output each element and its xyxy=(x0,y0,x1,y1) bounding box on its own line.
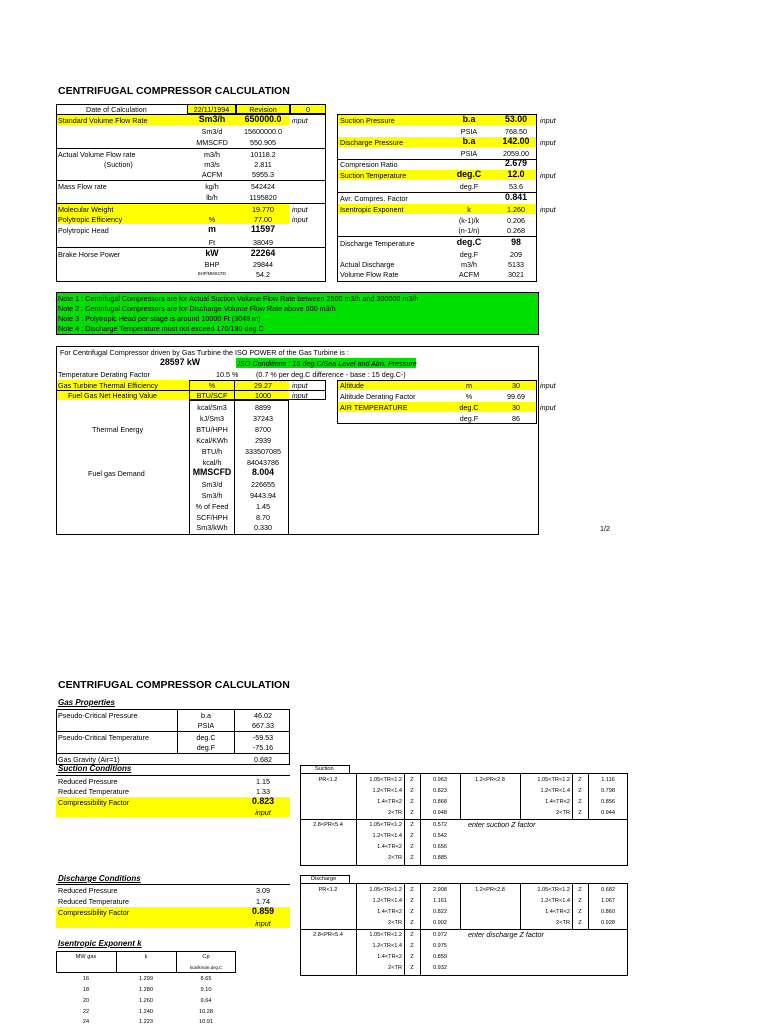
isentropic-exponent-heading: Isentropic Exponent k xyxy=(58,939,142,948)
s-rt-label: Reduced Temperature xyxy=(58,787,129,796)
d-tr-a1: 1.05<TR<1.2 xyxy=(369,887,402,893)
d-b-3: 0.860 xyxy=(601,909,615,915)
mfr-label: Mass Flow rate xyxy=(58,182,107,191)
input-tag: input xyxy=(540,403,556,412)
divider xyxy=(356,883,357,976)
mmscfd-value: 550.905 xyxy=(250,138,276,147)
te-label: Thermal Energy xyxy=(92,425,144,434)
scfhph-unit: SCF/HPH xyxy=(196,513,228,522)
gg-value: 0.682 xyxy=(254,755,272,764)
gte-label: Gas Turbine Thermal Efficiency xyxy=(58,381,159,390)
ft-unit: Ft xyxy=(208,238,216,247)
divider xyxy=(337,236,537,237)
input-tag: input xyxy=(540,138,556,147)
tdf-value: 10.5 % xyxy=(216,370,239,379)
sp-value[interactable]: 53.00 xyxy=(504,114,527,124)
ie-label: Isentropic Exponent xyxy=(340,205,404,214)
s-tr-c2: 1.2<TR<1.4 xyxy=(372,833,402,839)
k-row-k: 1.240 xyxy=(139,1009,153,1015)
discharge-z-header: Discharge xyxy=(300,875,350,884)
tdf-note: (0.7 % per deg.C difference - base : 15 deg.C-) xyxy=(256,370,406,379)
btuh-unit: BTU/h xyxy=(201,447,223,456)
kj-sm3-unit: kJ/Sm3 xyxy=(200,414,224,423)
d-z-b2: Z xyxy=(578,898,582,904)
divider xyxy=(56,148,326,149)
sp-label: Suction Pressure xyxy=(340,116,395,125)
s-b-4: 0.944 xyxy=(601,810,615,816)
kgh-unit: kg/h xyxy=(205,182,219,191)
d-cf-value[interactable]: 0.859 xyxy=(251,906,274,916)
kcalh-unit: kcal/h xyxy=(202,458,222,467)
s-z-c4: Z xyxy=(410,855,414,861)
bhp-label: Brake Horse Power xyxy=(58,250,121,259)
acf-value: 0.841 xyxy=(504,192,527,202)
ph-unit: m xyxy=(208,224,216,234)
feed-value: 1.45 xyxy=(256,502,270,511)
st-unit: deg.C xyxy=(456,169,482,179)
d-z-a2: Z xyxy=(410,898,414,904)
vfr-value: 3021 xyxy=(508,270,524,279)
acf-label: Avr. Compres. Factor xyxy=(340,194,408,203)
d-tr-b4: 2<TR xyxy=(556,920,570,926)
divider xyxy=(56,775,290,776)
pct-unit-f: deg.F xyxy=(196,743,216,752)
s-b-1: 1.116 xyxy=(601,777,615,783)
cr-label: Compresion Ratio xyxy=(340,160,398,169)
s-tr-a4: 2<TR xyxy=(388,810,402,816)
vfr-unit: ACFM xyxy=(458,270,480,279)
lbh-value: 1195820 xyxy=(249,193,277,202)
m3s-unit: m3/s xyxy=(204,160,220,169)
d-rp-label: Reduced Pressure xyxy=(58,886,118,895)
st-label: Suction Temperature xyxy=(340,171,407,180)
s-z-b2: Z xyxy=(578,788,582,794)
d-c-4: 0.932 xyxy=(433,965,447,971)
d-pr-label-1: PR<1.2 xyxy=(318,887,338,893)
fg-label: Fuel Gas Net Heating Value xyxy=(68,391,157,400)
input-tag: input xyxy=(292,215,308,224)
at-unit: deg.C xyxy=(459,403,479,412)
divider xyxy=(300,929,460,930)
s-tr-c3: 1.4<TR<2 xyxy=(377,844,402,850)
d-a-3: 0.822 xyxy=(433,909,447,915)
note-3: Note 3 : Polytropic Head per stage is around 10000 Ft (3048 m) xyxy=(58,314,261,323)
sm3kwh-unit: Sm3/kWh xyxy=(196,523,228,532)
d-c-3: 0.859 xyxy=(433,954,447,960)
gt-iso-power: 28597 kW xyxy=(160,357,201,367)
divider xyxy=(300,819,460,820)
d-z-c3: Z xyxy=(410,954,414,960)
k-row-mw: 24 xyxy=(82,1019,90,1025)
note-1: Note 1 : Centrifugal Compressors are for Actual Suction Volume Flow Rate between 2500 m3/h and 300000 m3/h xyxy=(58,294,419,303)
d-rt-value: 1.74 xyxy=(256,897,270,906)
divider xyxy=(234,380,235,535)
btuhph-value: 8700 xyxy=(255,425,271,434)
pcp-unit-ba: b.a xyxy=(201,711,211,720)
mw-label: Molecular Weight xyxy=(58,205,114,214)
d-z-a4: Z xyxy=(410,920,414,926)
kcalkwh-value: 2939 xyxy=(255,436,271,445)
s-z-a1: Z xyxy=(410,777,414,783)
adf-unit: % xyxy=(465,392,473,401)
d-a-4: 0.902 xyxy=(433,920,447,926)
fgd-label: Fuel gas Demand xyxy=(88,469,145,478)
discharge-conditions-heading: Discharge Conditions xyxy=(58,874,141,883)
sp-psia-value: 768.50 xyxy=(505,127,527,136)
st-value[interactable]: 12.0 xyxy=(507,169,525,179)
input-tag: input xyxy=(292,116,308,125)
s-z-b4: Z xyxy=(578,810,582,816)
m3s-value: 2.811 xyxy=(254,160,272,169)
input-tag: input xyxy=(292,205,308,214)
fsm3h-value: 9443.94 xyxy=(250,491,276,500)
s-z-a3: Z xyxy=(410,799,414,805)
divider xyxy=(420,773,421,866)
mmscfd-unit: MMSCFD xyxy=(196,138,228,147)
d-tr-c4: 2<TR xyxy=(388,965,402,971)
revision-value: 0 xyxy=(290,104,326,114)
sm3kwh-value: 0.330 xyxy=(254,523,272,532)
d-tr-b2: 1.2<TR<1.4 xyxy=(540,898,570,904)
d-z-c4: Z xyxy=(410,965,414,971)
gg-label: Gas Gravity (Air=1) xyxy=(58,755,120,764)
fg-value[interactable]: 1000 xyxy=(255,391,271,400)
psia-unit: PSIA xyxy=(460,127,478,136)
d-rp-value: 3.09 xyxy=(256,886,270,895)
d-tr-a2: 1.2<TR<1.4 xyxy=(372,898,402,904)
n1n-label: (n-1/n) xyxy=(458,226,480,235)
s-tr-b2: 1.2<TR<1.4 xyxy=(540,788,570,794)
lbh-unit: lb/h xyxy=(206,193,218,202)
d-b-4: 0.928 xyxy=(601,920,615,926)
ie-value[interactable]: 1.260 xyxy=(507,205,525,214)
divider xyxy=(356,773,357,866)
k-row-mw: 16 xyxy=(82,976,90,982)
pct-c-value: -59.53 xyxy=(252,733,274,742)
d-cf-input-tag: input xyxy=(255,919,271,928)
sm3d-unit: Sm3/d xyxy=(201,127,223,136)
d-z-b3: Z xyxy=(578,909,582,915)
d-b-1: 0.682 xyxy=(601,887,615,893)
s-tr-a3: 1.4<TR<2 xyxy=(377,799,402,805)
dt-label: Discharge Temperature xyxy=(340,239,415,248)
d-a-2: 1.161 xyxy=(433,898,447,904)
scfhph-value: 8.70 xyxy=(256,513,270,522)
date-label: Date of Calculation xyxy=(86,105,147,114)
k-row-k: 1.299 xyxy=(139,976,153,982)
k-head-mw: MW gas xyxy=(75,954,97,960)
s-z-b3: Z xyxy=(578,799,582,805)
s-rp-label: Reduced Pressure xyxy=(58,777,118,786)
divider xyxy=(56,731,290,732)
m3h-value: 10118.2 xyxy=(250,150,276,159)
fsm3d-value: 226655 xyxy=(251,480,275,489)
pcp-ba-value: 46.02 xyxy=(254,711,272,720)
st-f-value: 53.6 xyxy=(509,182,523,191)
pct-label: Pseudo-Critical Temperature xyxy=(58,733,149,742)
s-rp-value: 1.15 xyxy=(256,777,270,786)
k-row-k: 1.280 xyxy=(139,987,153,993)
avfr-label-suction: (Suction) xyxy=(104,160,133,169)
divider xyxy=(420,883,421,976)
input-tag: input xyxy=(540,116,556,125)
avfr-label: Actual Volume Flow rate xyxy=(58,150,136,159)
vfr-label: Volume Flow Rate xyxy=(340,270,399,279)
dt-value: 98 xyxy=(511,237,521,247)
ph-label: Polytropic Head xyxy=(58,226,109,235)
k-row-k: 1.260 xyxy=(139,998,153,1004)
k-head-cp: Cp xyxy=(202,954,210,960)
s-pr-label-2: 1.2<PR<2.8 xyxy=(475,777,505,783)
d-tr-a4: 2<TR xyxy=(388,920,402,926)
d-a-1: 2.908 xyxy=(433,887,447,893)
gt-intro: For Centrifugal Compressor driven by Gas Turbine the ISO POWER of the Gas Turbine is : xyxy=(60,348,349,357)
ad-value: 5133 xyxy=(508,260,524,269)
svfr-label: Standard Volume Flow Rate xyxy=(58,116,148,125)
s-pr-label-1: PR<1.2 xyxy=(318,777,338,783)
ft-value: 38049 xyxy=(253,238,273,247)
at-label: AIR TEMPERATURE xyxy=(340,403,408,412)
gas-properties-heading: Gas Properties xyxy=(58,698,115,707)
enter-discharge-z: enter discharge Z factor xyxy=(468,930,544,939)
divider xyxy=(56,180,326,181)
d-tr-c1: 1.05<TR<1.2 xyxy=(369,932,402,938)
s-z-a4: Z xyxy=(410,810,414,816)
kcal-sm3-value: 8899 xyxy=(255,403,271,412)
btuh-value: 333507085 xyxy=(245,447,281,456)
feed-unit: % of Feed xyxy=(195,502,229,511)
degf-unit: deg.F xyxy=(459,414,479,423)
suction-z-header: Suction xyxy=(300,765,350,774)
d-cf-label: Compressibility Factor xyxy=(58,908,130,917)
fg-unit: BTU/SCF xyxy=(196,391,228,400)
kw-unit: kW xyxy=(205,248,219,258)
degf-unit: deg.F xyxy=(459,182,479,191)
k1k-label: (k-1)/k xyxy=(458,216,480,225)
s-z-c2: Z xyxy=(410,833,414,839)
s-tr-b1: 1.05<TR<1.2 xyxy=(537,777,570,783)
s-a-4: 0.948 xyxy=(433,810,447,816)
s-rt-value: 1.33 xyxy=(256,787,270,796)
dt-unit: deg.C xyxy=(456,237,482,247)
s-a-1: 0.963 xyxy=(433,777,447,783)
suction-conditions-heading: Suction Conditions xyxy=(58,764,132,773)
ph-value: 11597 xyxy=(251,224,275,234)
k-row-cp: 9.10 xyxy=(200,987,212,993)
at-f-value: 86 xyxy=(512,414,520,423)
ad-label: Actual Discharge xyxy=(340,260,395,269)
d-z-a3: Z xyxy=(410,909,414,915)
ad-unit: m3/h xyxy=(461,260,477,269)
bhpmm-value: 54.2 xyxy=(256,270,270,279)
kcalkwh-unit: Kcal/KWh xyxy=(196,436,228,445)
s-c-2: 0.542 xyxy=(433,833,447,839)
s-cf-label: Compressibility Factor xyxy=(58,798,130,807)
d-tr-a3: 1.4<TR<2 xyxy=(377,909,402,915)
pe-value[interactable]: 77.00 xyxy=(254,215,272,224)
page2-title: CENTRIFUGAL COMPRESSOR CALCULATION xyxy=(58,679,290,691)
divider xyxy=(404,883,405,976)
s-z-c3: Z xyxy=(410,844,414,850)
s-c-3: 0.656 xyxy=(433,844,447,850)
divider xyxy=(56,247,326,248)
d-rt-label: Reduced Temperature xyxy=(58,897,129,906)
d-z-a1: Z xyxy=(410,887,414,893)
acfm-value: 5955.3 xyxy=(252,170,274,179)
s-a-3: 0.868 xyxy=(433,799,447,805)
fgd-unit: MMSCFD xyxy=(192,467,232,477)
k-row-cp: 10.91 xyxy=(199,1019,213,1025)
d-tr-b3: 1.4<TR<2 xyxy=(545,909,570,915)
date-value: 22/11/1994 xyxy=(187,104,236,114)
mw-value[interactable]: 19.770 xyxy=(252,205,274,214)
adf-label: Altitude Derating Factor xyxy=(340,392,416,401)
enter-suction-z: enter suction Z factor xyxy=(468,820,536,829)
d-tr-b1: 1.05<TR<1.2 xyxy=(537,887,570,893)
bhp-unit: BHP xyxy=(204,260,220,269)
d-z-b4: Z xyxy=(578,920,582,926)
kcal-sm3-unit: kcal/Sm3 xyxy=(197,403,227,412)
s-tr-c4: 2<TR xyxy=(388,855,402,861)
d-c-1: 0.972 xyxy=(433,932,447,938)
sp-unit: b.a xyxy=(462,114,476,124)
btuhph-unit: BTU/HPH xyxy=(196,425,228,434)
gte-value[interactable]: 29.27 xyxy=(254,381,272,390)
d-z-c1: Z xyxy=(410,932,414,938)
d-tr-c3: 1.4<TR<2 xyxy=(377,954,402,960)
k1k-value: 0.206 xyxy=(507,216,525,225)
dp-value[interactable]: 142.00 xyxy=(502,136,530,146)
k-head-k: k xyxy=(144,954,148,960)
n1n-value: 0.268 xyxy=(507,226,525,235)
s-z-a2: Z xyxy=(410,788,414,794)
note-4: Note 4 : Discharge Temperature must not exceed 170/180 deg.C xyxy=(58,324,264,333)
d-c-2: 0.975 xyxy=(433,943,447,949)
dp-unit: b.a xyxy=(462,136,476,146)
revision-label: Revision xyxy=(236,104,290,114)
k-row-mw: 18 xyxy=(82,987,90,993)
bhp-value: 29844 xyxy=(253,260,273,269)
s-b-2: 0.798 xyxy=(601,788,615,794)
k-row-cp: 8.65 xyxy=(200,976,212,982)
s-z-c1: Z xyxy=(410,822,414,828)
pe-label: Polytropic Efficiency xyxy=(58,215,123,224)
d-pr-label-2: 1.2<PR<2.8 xyxy=(475,887,505,893)
iso-conditions: ISO Conditions : 15 deg.C/Sea Level and Atm. Pressure xyxy=(238,359,417,368)
sm3d-value: 15600000.0 xyxy=(244,127,282,136)
m3h-unit: m3/h xyxy=(204,150,220,159)
divider xyxy=(56,884,290,885)
kcalh-value: 84043786 xyxy=(247,458,279,467)
s-z-b1: Z xyxy=(578,777,582,783)
adf-value: 99.69 xyxy=(507,392,525,401)
fgd-value: 8.004 xyxy=(251,467,274,477)
pcp-psia-value: 667.33 xyxy=(252,721,274,730)
d-b-2: 1.067 xyxy=(601,898,615,904)
pcp-label: Pseudo-Critical Pressure xyxy=(58,711,138,720)
alt-unit: m xyxy=(466,381,472,390)
input-tag: input xyxy=(292,381,308,390)
svfr-value[interactable]: 650000.0 xyxy=(244,114,282,124)
kgh-value: 542424 xyxy=(251,182,275,191)
cr-value: 2.679 xyxy=(504,158,527,168)
input-tag: input xyxy=(540,381,556,390)
note-2: Note 2 : Centrifugal Compressors are for Discharge Volume Flow Rate above 600 m3/h xyxy=(58,304,336,313)
s-cf-input-tag: input xyxy=(255,808,271,817)
k-row-cp: 10.28 xyxy=(199,1009,213,1015)
s-tr-a2: 1.2<TR<1.4 xyxy=(372,788,402,794)
alt-value[interactable]: 30 xyxy=(512,381,520,390)
s-cf-value[interactable]: 0.823 xyxy=(251,796,274,806)
ie-unit: k xyxy=(467,205,471,214)
bhpmm-unit: BHP/MMSCFD xyxy=(197,271,227,276)
k-row-k: 1.223 xyxy=(139,1019,153,1025)
gte-unit: % xyxy=(208,381,216,390)
d-pr-label-3: 2.8<PR<5.4 xyxy=(313,932,343,938)
pct-unit-c: deg.C xyxy=(196,733,216,742)
acfm-unit: ACFM xyxy=(201,170,223,179)
input-tag: input xyxy=(540,171,556,180)
k-row-cp: 9.64 xyxy=(200,998,212,1004)
page1-title: CENTRIFUGAL COMPRESSOR CALCULATION xyxy=(58,85,290,97)
tdf-label: Temperature Derating Factor xyxy=(58,370,150,379)
d-z-b1: Z xyxy=(578,887,582,893)
s-tr-b4: 2<TR xyxy=(556,810,570,816)
s-tr-c1: 1.05<TR<1.2 xyxy=(369,822,402,828)
divider xyxy=(404,773,405,866)
fsm3d-unit: Sm3/d xyxy=(201,480,223,489)
k-row-mw: 22 xyxy=(82,1009,90,1015)
kw-value: 22264 xyxy=(250,248,276,258)
svfr-unit: Sm3/h xyxy=(198,114,226,124)
page-number: 1/2 xyxy=(600,524,610,533)
degf-unit: deg.F xyxy=(459,250,479,259)
kj-sm3-value: 37243 xyxy=(253,414,273,423)
d-z-c2: Z xyxy=(410,943,414,949)
s-c-4: 0.885 xyxy=(433,855,447,861)
s-tr-a1: 1.05<TR<1.2 xyxy=(369,777,402,783)
s-b-3: 0.856 xyxy=(601,799,615,805)
k-head-cp-unit: kcal/kmole.deg.C xyxy=(189,965,223,970)
divider xyxy=(56,753,290,754)
s-a-2: 0.823 xyxy=(433,788,447,794)
pe-unit: % xyxy=(208,215,216,224)
s-c-1: 0.572 xyxy=(433,822,447,828)
dp-psia-value: 2059.00 xyxy=(503,149,529,158)
k-row-mw: 20 xyxy=(82,998,90,1004)
dp-label: Discharge Pressure xyxy=(340,138,404,147)
fsm3h-unit: Sm3/h xyxy=(201,491,223,500)
dt-f-value: 209 xyxy=(510,250,522,259)
pcp-unit-psia: PSIA xyxy=(197,721,215,730)
at-value[interactable]: 30 xyxy=(512,403,520,412)
s-tr-b3: 1.4<TR<2 xyxy=(545,799,570,805)
input-tag: input xyxy=(292,391,308,400)
input-tag: input xyxy=(540,205,556,214)
d-tr-c2: 1.2<TR<1.4 xyxy=(372,943,402,949)
psia-unit: PSIA xyxy=(460,149,478,158)
s-pr-label-3: 2.8<PR<5.4 xyxy=(313,822,343,828)
pct-f-value: -75.16 xyxy=(252,743,274,752)
alt-label: Altitude xyxy=(340,381,364,390)
